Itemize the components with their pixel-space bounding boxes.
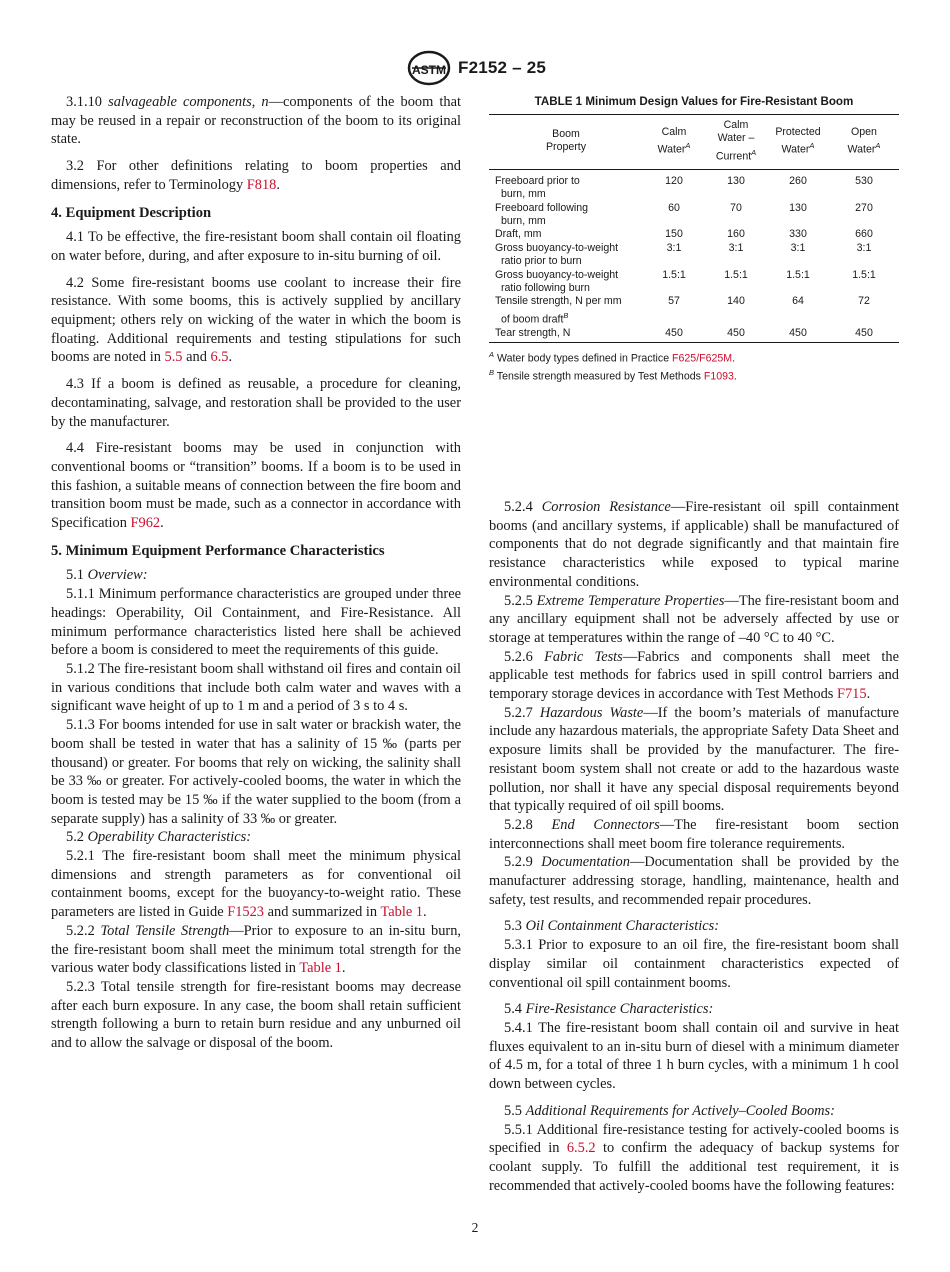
standard-designation: F2152 – 25 (458, 58, 547, 77)
table-cell: 70 (730, 201, 742, 214)
paragraph-4-3: 4.3 If a boom is defined as reusable, a procedure for cleaning, decontaminating, salvage, and restoration shall be provided to the user by the manufacturer. (51, 376, 461, 430)
paragraph-4-2: 4.2 Some fire-resistant booms use coolant to increase their fire resistance. With some booms, this is actively supplied by ancillary equipment; others rely on wicking of the water in which the boom is floating. Additional requirements and testing stipulations for such booms are noted in 5.5 and 6.5. (51, 274, 461, 366)
table-cell: 130 (789, 201, 807, 214)
paragraph-5-1-1: 5.1.1 Minimum performance characteristics are grouped under three headings: Operability, Oil Containment, and Fire-Resistance. All minimum performance characteristics listed here shall be achieved before a boom is considered to meet the requirements of this guide. (51, 586, 461, 659)
header-calm-water-current: Calm Water – Current$^A$ (715, 119, 757, 163)
link-5-5[interactable]: 5.5 (164, 349, 183, 366)
table-cell: 530 (855, 174, 873, 187)
paragraph-5-4-1: 5.4.1 The fire-resistant boom shall contain oil and survive in heat fluxes equivalent to an in-situ burn of diesel with a minimum diameter of 4.5 m, for a total of three 1 h burn cycles, with a minimum 1 h cool down between cycles. (489, 1019, 899, 1093)
table-cell: 120 (665, 174, 683, 187)
paragraph-5-2-3: 5.2.3 Total tensile strength for fire-resistant booms may decrease after each burn exposure. In any case, the boom shall retain sufficient strength following a burn to retain burn residue and any unburned oil and to allow the salvage or disposal of the boom. (51, 978, 461, 1052)
paragraph-5-2-6: 5.2.6 Fabric Tests—Fabrics and components shall meet the applicable test methods for fabrics used in spill control barriers and temporary storage devices in accordance with Test Methods F715. (489, 648, 899, 703)
astm-logo (407, 50, 451, 86)
link-f962[interactable]: F962 (130, 515, 161, 532)
table-cell: 57 (668, 295, 680, 308)
link-table-1[interactable]: Table 1 (299, 960, 342, 977)
table-cell-property: Gross buoyancy-to-weight ratio following burn (495, 268, 619, 294)
paragraph-5-1-2: 5.1.2 The fire-resistant boom shall withstand oil fires and contain oil in various conditions that include both calm water and waves with a significant wave height of up to 1 m and a period of 3 s to 4 s. (51, 660, 461, 715)
table-1 (489, 95, 899, 384)
paragraph-5-2-5: 5.2.5 Extreme Temperature Properties—The fire-resistant boom and any ancillary equipment shall not be adversely affected by use or storage at temperatures within the range of –40 °C to 40 °C. (489, 592, 899, 646)
table-row (489, 202, 899, 229)
paragraph-5-2-2: 5.2.2 Total Tensile Strength—Prior to exposure to an in-situ burn, the fire-resistant boom shall meet the minimum total strength for the various water body classifications listed in Table 1. (51, 922, 461, 977)
paragraph-5-5: 5.5 Additional Requirements for Actively–Cooled Booms: (504, 1102, 835, 1119)
table-cell: 3:1 (856, 241, 872, 254)
table-cell: 260 (789, 174, 807, 187)
table-cell: 450 (789, 326, 807, 339)
left-column (51, 93, 461, 1053)
table-cell: 72 (858, 295, 870, 308)
paragraph-3-2: 3.2 For other definitions relating to boom properties and dimensions, refer to Terminology F818. (51, 158, 461, 193)
table-cell: 1.5:1 (786, 268, 810, 281)
table-cell: 130 (727, 174, 745, 187)
design-values-table (489, 114, 899, 343)
table-cell: 3:1 (728, 241, 744, 254)
paragraph-5-2-1: 5.2.1 The fire-resistant boom shall meet the minimum physical dimensions and strength parameters as for conventional oil containment booms, except for the buoyancy-to-weight ratio. These parameters are listed in Guide F1523 and summarized in Table 1. (51, 848, 461, 921)
table-cell: 1.5:1 (662, 268, 686, 281)
table-cell: 450 (727, 326, 745, 339)
section-4-heading: 4. Equipment Description (51, 204, 212, 221)
footnote-a: $^A$ Water body types defined in Practice F625/F625M. (489, 350, 736, 365)
table-cell-property: Draft, mm (495, 228, 542, 241)
table-cell: 1.5:1 (852, 268, 876, 281)
table-cell: 1.5:1 (724, 268, 748, 281)
table-cell: 140 (727, 295, 745, 308)
table-header-row (489, 115, 899, 170)
paragraph-5-3: 5.3 Oil Containment Characteristics: (504, 918, 720, 935)
header-open-water: Open Water$^A$ (847, 125, 881, 156)
table-cell: 160 (727, 228, 745, 241)
link-f625[interactable]: F625/F625M (672, 352, 733, 365)
table-cell: 270 (855, 201, 873, 214)
table-cell: 3:1 (666, 241, 682, 254)
link-6-5[interactable]: 6.5 (210, 349, 229, 366)
table-cell: 660 (855, 228, 873, 241)
paragraph-5-2: 5.2 Operability Characteristics: (66, 829, 252, 846)
paragraph-5-1: 5.1 Overview: (66, 567, 148, 584)
link-6-5-2[interactable]: 6.5.2 (566, 1140, 596, 1157)
table-cell-property: Tear strength, N (495, 326, 571, 339)
astm-logo-text: ASTM (412, 63, 446, 77)
paragraph-4-1: 4.1 To be effective, the fire-resistant boom shall contain oil floating on water before, during, and after exposure to in-situ burning of oil. (51, 229, 461, 264)
table-row (489, 327, 899, 343)
header-boom-property: Boom Property (545, 127, 587, 154)
table-row (489, 295, 899, 326)
table-row (489, 228, 899, 241)
paragraph-5-5-1: 5.5.1 Additional fire-resistance testing for actively-cooled booms is specified in 6.5.2 to confirm the adequacy of backup systems for coolant supply. To fulfill the additional test requirement, it is recommended that actively-cooled booms have the following features: (489, 1121, 899, 1194)
paragraph-5-2-9: 5.2.9 Documentation—Documentation shall be provided by the manufacturer addressing storage, handling, maintenance, health and safety, test results, and recommended repair procedures. (489, 854, 899, 908)
table-cell: 450 (855, 326, 873, 339)
paragraph-5-2-4: 5.2.4 Corrosion Resistance—Fire-resistant oil spill containment booms (and ancillary systems, if applicable) shall be manufactured of components that do not degrade significantly and that maintain fire resistance characteristics while exposed to typical marine environmental conditions. (489, 499, 899, 590)
link-f715[interactable]: F715 (836, 686, 867, 703)
table-cell: 64 (792, 295, 804, 308)
link-f1523[interactable]: F1523 (227, 904, 265, 921)
table-cell-property: Gross buoyancy-to-weight ratio prior to burn (495, 241, 619, 268)
table-cell: 150 (665, 228, 683, 241)
paragraph-5-1-3: 5.1.3 For booms intended for use in salt water or brackish water, the boom shall be tested in water that has a salinity of 15 ‰ (parts per thousand) or greater. For booms that rely on wicking, the salinity shall be 33 ‰ or greater. For actively-cooled booms, the water in which the boom is tested may be 15 ‰ if the water supplied to the boom (from a separate supply) has a salinity of 33 ‰ or greater. (51, 717, 461, 827)
term-salvageable-components: salvageable components, n (108, 94, 269, 110)
paragraph-5-4: 5.4 Fire-Resistance Characteristics: (504, 1001, 714, 1018)
right-column (489, 498, 899, 1195)
table-cell-property: Freeboard following burn, mm (495, 201, 589, 227)
header-calm-water: Calm Water$^A$ (657, 125, 691, 156)
paragraph-5-2-7: 5.2.7 Hazardous Waste—If the boom’s materials of manufacture include any hazardous materials, the appropriate Safety Data Sheet and exposure limits shall be provided by the manufacturer. The fire-resistant boom system shall not create or add to the hazardous waste pollution, nor shall it have any special disposal requirements beyond that typically required of oil spill booms. (489, 704, 899, 815)
paragraph-3-1-10: 3.1.10 salvageable components, n—components of the boom that may be reused in a repair or reconstruction of the boom to its original state. (51, 94, 461, 148)
table-row (489, 169, 899, 201)
table-cell-property: Freeboard prior to burn, mm (495, 174, 580, 201)
table-cell-property: Tensile strength, N per mm of boom draft$^B$ (495, 295, 622, 326)
page-header (0, 50, 950, 90)
header-protected-water: Protected Water$^A$ (775, 125, 821, 156)
link-f818[interactable]: F818 (246, 176, 277, 193)
table-row (489, 269, 899, 296)
table-cell: 330 (789, 228, 807, 241)
section-5-heading: 5. Minimum Equipment Performance Characteristics (51, 542, 385, 559)
paragraph-4-4: 4.4 Fire-resistant booms may be used in conjunction with conventional booms or “transition” booms. If a boom is to be used in this fashion, a suitable means of connection between the fire boom and transition boom must be made, such as a connector in accordance with Specification F962. (51, 440, 461, 532)
paragraph-5-2-8: 5.2.8 End Connectors—The fire-resistant boom section interconnections shall meet boom fire tolerance requirements. (489, 816, 899, 852)
link-table-1[interactable]: Table 1 (380, 904, 423, 921)
footnote-b: $^B$ Tensile strength measured by Test Methods F1093. (489, 368, 737, 383)
table-row (489, 242, 899, 269)
paragraph-5-3-1: 5.3.1 Prior to exposure to an oil fire, the fire-resistant boom shall display similar oil containment characteristics expected of conventional oil spill containment booms. (489, 937, 899, 991)
table-footnotes (489, 348, 899, 384)
table-title: TABLE 1 Minimum Design Values for Fire-Resistant Boom (534, 95, 854, 108)
table-cell: 60 (668, 201, 680, 214)
link-f1093[interactable]: F1093 (703, 370, 734, 383)
table-cell: 450 (665, 326, 683, 339)
table-cell: 3:1 (790, 241, 806, 254)
page-number: 2 (471, 1220, 479, 1235)
